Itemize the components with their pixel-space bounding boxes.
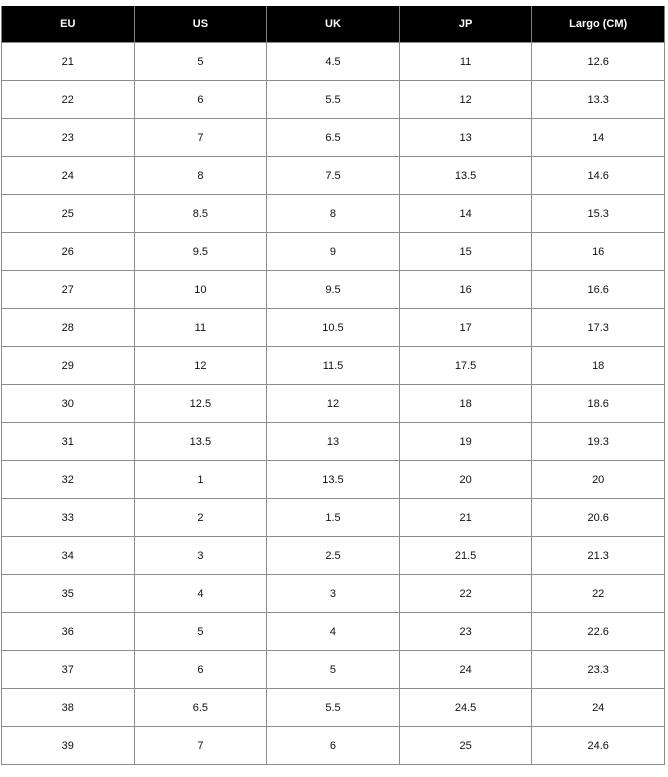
column-header-uk: UK [267, 6, 400, 43]
cell-eu: 35 [2, 575, 135, 613]
table-row [2, 461, 665, 499]
cell-largo-cm: 20 [532, 461, 665, 499]
cell-uk: 10.5 [267, 309, 400, 347]
cell-eu: 39 [2, 727, 135, 765]
cell-eu: 26 [2, 233, 135, 271]
table-row [2, 195, 665, 233]
cell-eu: 27 [2, 271, 135, 309]
table-row [2, 43, 665, 81]
cell-us: 6 [134, 81, 267, 119]
table-row [2, 119, 665, 157]
cell-us: 13.5 [134, 423, 267, 461]
size-table [1, 6, 665, 765]
cell-uk: 12 [267, 385, 400, 423]
cell-eu: 28 [2, 309, 135, 347]
cell-jp: 11 [399, 43, 532, 81]
cell-largo-cm: 12.6 [532, 43, 665, 81]
cell-uk: 6 [267, 727, 400, 765]
cell-us: 6 [134, 651, 267, 689]
column-header-us: US [134, 6, 267, 43]
cell-largo-cm: 14.6 [532, 157, 665, 195]
cell-jp: 20 [399, 461, 532, 499]
table-row [2, 689, 665, 727]
cell-largo-cm: 22 [532, 575, 665, 613]
cell-largo-cm: 14 [532, 119, 665, 157]
cell-jp: 21.5 [399, 537, 532, 575]
cell-us: 7 [134, 727, 267, 765]
cell-eu: 23 [2, 119, 135, 157]
cell-eu: 29 [2, 347, 135, 385]
cell-largo-cm: 23.3 [532, 651, 665, 689]
cell-us: 6.5 [134, 689, 267, 727]
cell-largo-cm: 18 [532, 347, 665, 385]
cell-us: 12.5 [134, 385, 267, 423]
cell-uk: 9 [267, 233, 400, 271]
cell-uk: 3 [267, 575, 400, 613]
column-header-largo-cm: Largo (CM) [532, 6, 665, 43]
cell-eu: 34 [2, 537, 135, 575]
cell-eu: 37 [2, 651, 135, 689]
table-row [2, 157, 665, 195]
cell-jp: 24.5 [399, 689, 532, 727]
table-row [2, 271, 665, 309]
cell-us: 10 [134, 271, 267, 309]
table-row [2, 309, 665, 347]
cell-us: 1 [134, 461, 267, 499]
cell-eu: 38 [2, 689, 135, 727]
table-row [2, 499, 665, 537]
cell-us: 5 [134, 43, 267, 81]
cell-us: 3 [134, 537, 267, 575]
cell-uk: 5.5 [267, 689, 400, 727]
cell-us: 7 [134, 119, 267, 157]
cell-eu: 21 [2, 43, 135, 81]
cell-jp: 12 [399, 81, 532, 119]
cell-uk: 6.5 [267, 119, 400, 157]
cell-eu: 32 [2, 461, 135, 499]
cell-jp: 19 [399, 423, 532, 461]
cell-us: 4 [134, 575, 267, 613]
cell-uk: 11.5 [267, 347, 400, 385]
column-header-eu: EU [2, 6, 135, 43]
cell-us: 11 [134, 309, 267, 347]
table-row [2, 651, 665, 689]
cell-largo-cm: 18.6 [532, 385, 665, 423]
table-row [2, 575, 665, 613]
size-table-header [2, 6, 665, 43]
cell-largo-cm: 17.3 [532, 309, 665, 347]
cell-jp: 24 [399, 651, 532, 689]
cell-jp: 14 [399, 195, 532, 233]
cell-jp: 18 [399, 385, 532, 423]
cell-us: 9.5 [134, 233, 267, 271]
cell-largo-cm: 13.3 [532, 81, 665, 119]
header-row [2, 6, 665, 43]
cell-us: 12 [134, 347, 267, 385]
cell-uk: 13.5 [267, 461, 400, 499]
table-row [2, 81, 665, 119]
table-row [2, 423, 665, 461]
cell-uk: 4.5 [267, 43, 400, 81]
size-chart [1, 6, 665, 765]
cell-eu: 30 [2, 385, 135, 423]
cell-largo-cm: 20.6 [532, 499, 665, 537]
cell-uk: 5 [267, 651, 400, 689]
cell-eu: 22 [2, 81, 135, 119]
cell-jp: 15 [399, 233, 532, 271]
cell-us: 8.5 [134, 195, 267, 233]
cell-eu: 31 [2, 423, 135, 461]
cell-jp: 25 [399, 727, 532, 765]
cell-eu: 24 [2, 157, 135, 195]
cell-uk: 13 [267, 423, 400, 461]
cell-jp: 13.5 [399, 157, 532, 195]
table-row [2, 727, 665, 765]
cell-jp: 23 [399, 613, 532, 651]
table-row [2, 537, 665, 575]
cell-jp: 13 [399, 119, 532, 157]
cell-largo-cm: 16.6 [532, 271, 665, 309]
cell-largo-cm: 16 [532, 233, 665, 271]
cell-uk: 9.5 [267, 271, 400, 309]
cell-us: 5 [134, 613, 267, 651]
cell-uk: 1.5 [267, 499, 400, 537]
cell-jp: 21 [399, 499, 532, 537]
cell-uk: 7.5 [267, 157, 400, 195]
cell-largo-cm: 24 [532, 689, 665, 727]
cell-uk: 8 [267, 195, 400, 233]
cell-largo-cm: 21.3 [532, 537, 665, 575]
cell-largo-cm: 22.6 [532, 613, 665, 651]
cell-us: 8 [134, 157, 267, 195]
cell-jp: 17.5 [399, 347, 532, 385]
cell-eu: 25 [2, 195, 135, 233]
table-row [2, 385, 665, 423]
table-row [2, 613, 665, 651]
cell-jp: 22 [399, 575, 532, 613]
cell-eu: 36 [2, 613, 135, 651]
cell-largo-cm: 19.3 [532, 423, 665, 461]
table-row [2, 233, 665, 271]
cell-largo-cm: 15.3 [532, 195, 665, 233]
cell-uk: 5.5 [267, 81, 400, 119]
cell-jp: 17 [399, 309, 532, 347]
cell-eu: 33 [2, 499, 135, 537]
table-row [2, 347, 665, 385]
cell-us: 2 [134, 499, 267, 537]
cell-uk: 2.5 [267, 537, 400, 575]
column-header-jp: JP [399, 6, 532, 43]
size-table-body [2, 43, 665, 765]
cell-jp: 16 [399, 271, 532, 309]
cell-uk: 4 [267, 613, 400, 651]
cell-largo-cm: 24.6 [532, 727, 665, 765]
